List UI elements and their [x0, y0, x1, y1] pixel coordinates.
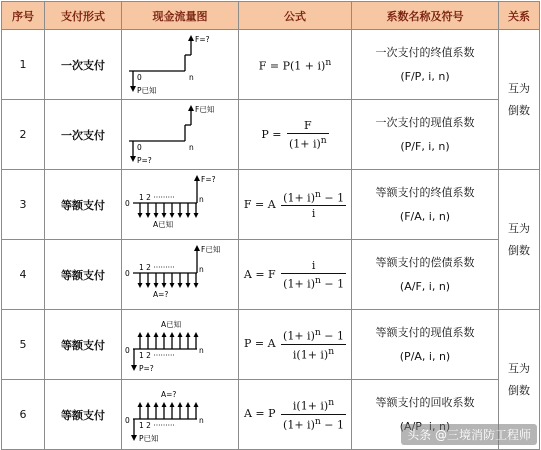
numerator-tail: − 1	[320, 330, 344, 343]
cash-flow-table	[1, 1, 540, 450]
header-diagram: 现金流量图	[122, 2, 239, 30]
factor-symbol: (A/F, i, n)	[399, 279, 451, 293]
numerator-tail: − 1	[320, 191, 345, 205]
header-formula: 公式	[239, 2, 352, 30]
factor-symbol: (P/A, i, n)	[399, 349, 451, 363]
diagram-zero-label: 0	[125, 198, 130, 208]
diagram-n-label: n	[189, 142, 194, 152]
denominator-exponent: n	[328, 346, 335, 357]
denominator-exponent: n	[315, 274, 321, 286]
row-number: 3	[2, 170, 45, 240]
diagram-zero-label: 0	[125, 345, 130, 355]
diagram-bottom-label: P已知	[137, 85, 157, 95]
diagram-uniform-present	[125, 313, 235, 377]
denominator-text: (1+ i)	[283, 277, 315, 291]
numerator-exponent: n	[315, 188, 321, 200]
diagram-zero-label: 0	[125, 415, 130, 425]
denominator-tail: − 1	[320, 418, 344, 432]
numerator-exponent: n	[328, 397, 335, 409]
diagram-bottom-label: A已知	[153, 219, 174, 229]
table-row	[2, 100, 540, 170]
diagram-bottom-label: P=?	[139, 363, 154, 373]
header-type: 支付形式	[45, 2, 122, 30]
diagram-bottom-label: P=?	[137, 155, 152, 165]
table-row	[2, 30, 540, 100]
formula-cell	[239, 240, 352, 310]
header-relation: 关系	[499, 2, 540, 30]
formula-denominator	[281, 206, 346, 220]
cash-flow-diagram	[122, 30, 239, 100]
diagram-sinking-fund	[125, 243, 235, 307]
payment-type: 等额支付	[45, 170, 122, 240]
diagram-top-label: A已知	[161, 319, 182, 329]
relation-line-1: 互为	[508, 361, 530, 375]
diagram-top-label: F已知	[201, 244, 221, 254]
relation-line-2: 倒数	[508, 243, 530, 257]
diagram-n-label: n	[199, 345, 204, 355]
factor-name-cell	[352, 170, 499, 240]
row-number: 6	[2, 380, 45, 450]
formula-fraction	[281, 259, 346, 291]
diagram-bottom-label: A=?	[153, 289, 169, 299]
watermark: 头条 @三境消防工程师	[401, 424, 537, 445]
formula-cell	[239, 100, 352, 170]
row-number: 1	[2, 30, 45, 100]
payment-type: 等额支付	[45, 310, 122, 380]
formula-numerator	[281, 259, 346, 274]
numerator-text: (1+ i)	[283, 330, 315, 343]
formula-cell	[239, 170, 352, 240]
denominator-text: (1+ i)	[288, 137, 321, 151]
relation-line-1: 互为	[508, 221, 530, 235]
factor-name: 等额支付的现值系数	[375, 325, 475, 339]
numerator-text: i(1+ i)	[292, 400, 329, 413]
numerator-text: (1+ i)	[283, 191, 315, 205]
formula-fraction	[281, 327, 346, 361]
formula-lhs: P =	[261, 127, 282, 141]
relation-cell	[499, 30, 540, 170]
factor-symbol: (F/A, i, n)	[399, 209, 451, 223]
formula-denominator	[281, 274, 346, 291]
formula-cell	[239, 310, 352, 380]
header-no: 序号	[2, 2, 45, 30]
denominator-tail: − 1	[320, 277, 345, 291]
diagram-uniform-future	[125, 173, 235, 237]
factor-name: 一次支付的现值系数	[375, 115, 475, 129]
diagram-zero-label: 0	[137, 142, 142, 152]
factor-name: 等额支付的终值系数	[375, 185, 475, 199]
denominator-text: i	[311, 207, 316, 221]
cash-flow-diagram	[122, 380, 239, 450]
row-number: 4	[2, 240, 45, 310]
formula-denominator	[281, 415, 346, 432]
denominator-exponent: n	[320, 134, 327, 146]
diagram-n-label: n	[199, 264, 204, 274]
diagram-period-labels: 1 2 ·········	[139, 420, 175, 430]
factor-name-cell	[352, 240, 499, 310]
diagram-single-future	[125, 33, 235, 97]
numerator-text: i	[311, 258, 316, 272]
row-number: 2	[2, 100, 45, 170]
diagram-n-label: n	[199, 415, 204, 425]
factor-name: 等额支付的回收系数	[375, 395, 475, 409]
header-factor-name: 系数名称及符号	[352, 2, 499, 30]
relation-line-2: 倒数	[508, 383, 530, 397]
payment-type: 一次支付	[45, 100, 122, 170]
numerator-text: F	[303, 118, 312, 132]
cash-flow-diagram	[122, 100, 239, 170]
formula-cell	[239, 30, 352, 100]
formula-denominator	[281, 345, 346, 362]
diagram-n-label: n	[199, 194, 204, 204]
formula-numerator	[287, 119, 329, 134]
formula-fraction	[281, 189, 346, 221]
table-row	[2, 170, 540, 240]
relation-line-1: 互为	[508, 81, 530, 95]
factor-name-cell	[352, 310, 499, 380]
diagram-zero-label: 0	[137, 72, 142, 82]
factor-symbol: (F/P, i, n)	[400, 69, 450, 83]
diagram-single-present	[125, 103, 235, 167]
formula-fraction	[287, 119, 329, 151]
formula-cell	[239, 380, 352, 450]
factor-name-cell	[352, 100, 499, 170]
payment-type: 等额支付	[45, 380, 122, 450]
formula-numerator	[281, 327, 346, 345]
formula-fraction	[281, 397, 346, 431]
formula-lhs: F = P(1 + i)	[258, 59, 326, 73]
factor-name: 等额支付的偿债系数	[375, 255, 475, 269]
diagram-period-labels: 1 2 ·········	[139, 262, 175, 272]
diagram-top-label: A=?	[161, 389, 177, 399]
formula-denominator	[287, 134, 329, 151]
table-row	[2, 310, 540, 380]
denominator-text: (1+ i)	[283, 418, 315, 432]
relation-line-2: 倒数	[508, 103, 530, 117]
formula-lhs: F = A	[243, 197, 276, 211]
table-row	[2, 240, 540, 310]
diagram-period-labels: 1 2 ·········	[139, 192, 175, 202]
payment-type: 等额支付	[45, 240, 122, 310]
payment-type: 一次支付	[45, 30, 122, 100]
diagram-bottom-label: P已知	[139, 433, 159, 443]
formula-lhs: P = A	[243, 337, 276, 351]
diagram-top-label: F已知	[195, 104, 215, 114]
factor-name: 一次支付的终值系数	[375, 45, 475, 59]
formula-numerator	[281, 189, 346, 207]
diagram-zero-label: 0	[125, 268, 130, 278]
diagram-capital-recovery	[125, 383, 235, 447]
denominator-exponent: n	[314, 416, 321, 427]
numerator-exponent: n	[314, 327, 321, 339]
factor-symbol: (P/F, i, n)	[400, 139, 450, 153]
row-number: 5	[2, 310, 45, 380]
diagram-top-label: F=?	[201, 174, 216, 184]
header-row	[2, 2, 540, 30]
cash-flow-diagram	[122, 240, 239, 310]
diagram-period-labels: 1 2 ·········	[139, 350, 175, 360]
diagram-n-label: n	[189, 72, 194, 82]
cash-flow-diagram	[122, 310, 239, 380]
factor-name-cell	[352, 30, 499, 100]
diagram-top-label: F=?	[195, 34, 210, 44]
formula-numerator	[281, 397, 346, 415]
cash-flow-diagram	[122, 170, 239, 240]
formula-lhs: A = P	[243, 407, 276, 421]
formula-lhs: A = F	[243, 267, 276, 281]
denominator-text: i(1+ i)	[292, 348, 329, 362]
formula-exponent: n	[325, 56, 332, 68]
relation-cell	[499, 170, 540, 310]
